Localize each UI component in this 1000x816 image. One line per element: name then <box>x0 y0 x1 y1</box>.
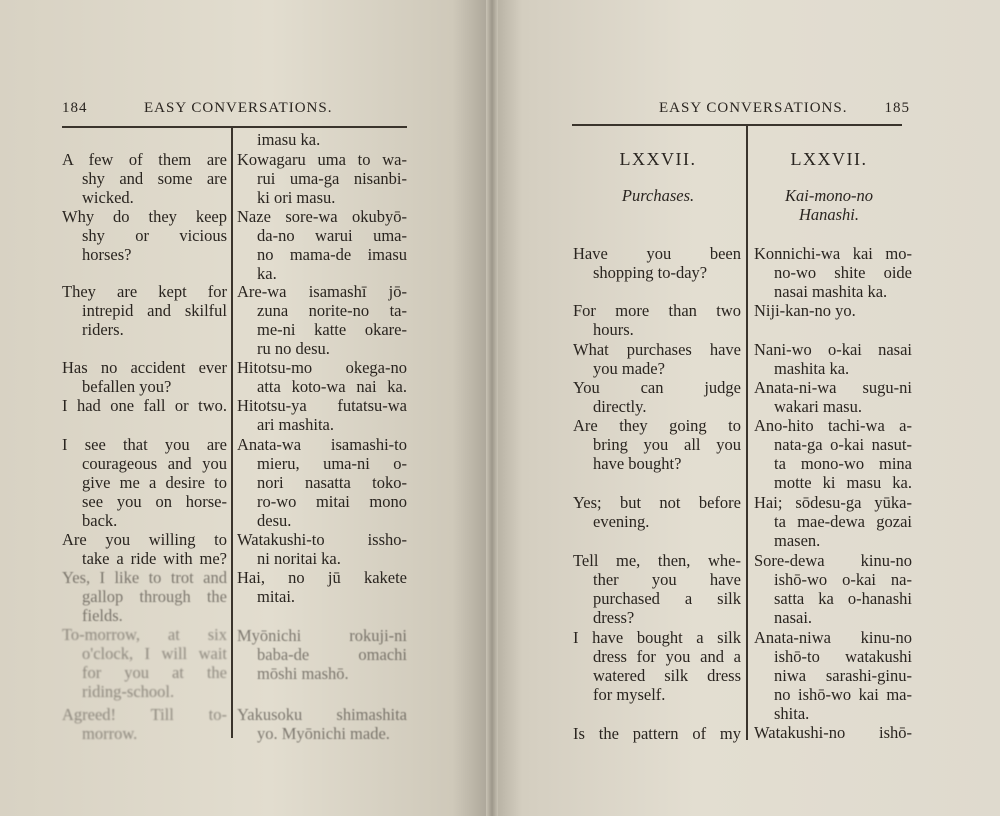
right-page <box>492 0 1000 816</box>
japanese-line: mitai. <box>257 587 296 606</box>
japanese-line: Hai, no jū kakete <box>237 568 407 587</box>
english-line: directly. <box>593 397 647 416</box>
running-head-title-right: EASY CONVERSATIONS. <box>659 100 848 116</box>
english-line: They are kept for <box>62 282 227 301</box>
english-line: For more than two <box>573 301 741 320</box>
japanese-line: Sore-dewa kinu-no <box>754 551 912 570</box>
english-line: Are they going to <box>573 416 741 435</box>
japanese-section-subheading-1: Kai-mono-no <box>785 186 873 205</box>
english-line: Have you been <box>573 244 741 263</box>
english-line: You can judge <box>573 378 741 397</box>
japanese-line: rui uma-ga nisanbi- <box>257 169 407 188</box>
english-line: give me a desire to <box>82 473 227 492</box>
japanese-line: mieru, uma-ni o- <box>257 454 407 473</box>
english-line: I have bought a silk <box>573 628 741 647</box>
japanese-line: no ishō-wo kai ma- <box>774 685 912 704</box>
page-number-left: 184 <box>62 100 88 116</box>
japanese-line: Yakusoku shimashita <box>237 705 407 724</box>
japanese-line: atta koto-wa nai ka. <box>257 377 407 396</box>
left-page <box>0 0 492 816</box>
english-line: riders. <box>82 320 124 339</box>
english-line: I had one fall or two. <box>62 396 227 415</box>
english-line: shopping to-day? <box>593 263 708 282</box>
english-line: fields. <box>82 606 123 625</box>
japanese-line: Myōnichi rokuji-ni <box>237 626 407 645</box>
english-line: morrow. <box>82 724 138 743</box>
japanese-line: nori nasatta toko- <box>257 473 407 492</box>
japanese-line: no mama-de imasu <box>257 245 407 264</box>
japanese-line: ishō-to watakushi <box>774 647 912 666</box>
japanese-line: mashita ka. <box>774 359 850 378</box>
japanese-section-heading: LXXVII. <box>790 149 868 169</box>
column-divider-right <box>746 124 748 740</box>
japanese-line: wakari masu. <box>774 397 862 416</box>
english-line: courageous and you <box>82 454 227 473</box>
header-rule-right <box>572 124 902 126</box>
english-line: evening. <box>593 512 650 531</box>
english-line: intrepid and skilful <box>82 301 227 320</box>
english-line: bring you all you <box>593 435 741 454</box>
japanese-line: ro-wo mitai mono <box>257 492 407 511</box>
japanese-line: zuna norite-no ta- <box>257 301 407 320</box>
japanese-line: Ano-hito tachi-wa a- <box>754 416 912 435</box>
japanese-line: ka. <box>257 264 277 283</box>
header-rule-left <box>62 126 407 128</box>
japanese-line: Konnichi-wa kai mo- <box>754 244 912 263</box>
english-line: watered silk dress <box>593 666 741 685</box>
japanese-line: niwa sarashi-ginu- <box>774 666 912 685</box>
japanese-line: Are-wa isamashī jō- <box>237 282 407 301</box>
english-line: befallen you? <box>82 377 172 396</box>
english-line: purchased a silk <box>593 589 741 608</box>
japanese-line: Hitotsu-ya futatsu-wa <box>237 396 407 415</box>
english-line: To-morrow, at six <box>62 625 227 644</box>
japanese-line: Anata-niwa kinu-no <box>754 628 912 647</box>
japanese-line: desu. <box>257 511 292 530</box>
running-head-right <box>572 100 910 122</box>
english-line: for you at the <box>82 663 227 682</box>
running-head-title-left: EASY CONVERSATIONS. <box>144 100 333 116</box>
english-line: back. <box>82 511 118 530</box>
english-section-heading: LXXVII. <box>619 149 697 169</box>
english-line: see you on horse- <box>82 492 227 511</box>
japanese-line: nata-ga o-kai nasut- <box>774 435 912 454</box>
running-head-left <box>62 100 407 122</box>
english-line: I see that you are <box>62 435 227 454</box>
japanese-line: Naze sore-wa okubyō- <box>237 207 407 226</box>
english-section-subheading: Purchases. <box>621 186 695 205</box>
japanese-line: no-wo shite oide <box>774 263 912 282</box>
japanese-section-subheading-2: Hanashi. <box>798 205 860 224</box>
japanese-line: ni noritai ka. <box>257 549 341 568</box>
japanese-line: masen. <box>774 531 821 550</box>
japanese-line: Niji-kan-no yo. <box>754 301 856 320</box>
english-line: Agreed! Till to- <box>62 705 227 724</box>
japanese-line: motte ki masu ka. <box>774 473 912 492</box>
english-line: horses? <box>82 245 132 264</box>
japanese-line: nasai. <box>774 608 813 627</box>
japanese-line: Hai; sōdesu-ga yūka- <box>754 493 912 512</box>
english-line: hours. <box>593 320 634 339</box>
page-number-right: 185 <box>884 100 910 116</box>
english-line: ther you have <box>593 570 741 589</box>
english-line: for myself. <box>593 685 666 704</box>
japanese-line: me-ni katte okare- <box>257 320 407 339</box>
japanese-line: da-no warui uma- <box>257 226 407 245</box>
japanese-line: ta mono-wo mina <box>774 454 912 473</box>
japanese-line: Anata-ni-wa sugu-ni <box>754 378 912 397</box>
japanese-line: ru no desu. <box>257 339 330 358</box>
japanese-line: shita. <box>774 704 810 723</box>
japanese-line: imasu ka. <box>257 130 321 149</box>
book-gutter <box>486 0 498 816</box>
english-line: wicked. <box>82 188 134 207</box>
english-line: gallop through the <box>82 587 227 606</box>
japanese-line: ta mae-dewa gozai <box>774 512 912 531</box>
japanese-line: ari mashita. <box>257 415 334 434</box>
english-line: Tell me, then, whe- <box>573 551 741 570</box>
english-line: dress? <box>593 608 635 627</box>
english-line: shy and some are <box>82 169 227 188</box>
japanese-line: Watakushi-no ishō- <box>754 723 912 742</box>
english-line: Why do they keep <box>62 207 227 226</box>
english-line: take a ride with me? <box>82 549 227 568</box>
english-line: What purchases have <box>573 340 741 359</box>
english-line: riding-school. <box>82 682 175 701</box>
english-line: Is the pattern of my <box>573 724 741 743</box>
english-line: A few of them are <box>62 150 227 169</box>
japanese-line: ki ori masu. <box>257 188 336 207</box>
japanese-line: Anata-wa isamashi-to <box>237 435 407 454</box>
japanese-line: mōshi mashō. <box>257 664 349 683</box>
japanese-line: yo. Myōnichi made. <box>257 724 390 743</box>
english-line: Has no accident ever <box>62 358 227 377</box>
english-line: o'clock, I will wait <box>82 644 227 663</box>
japanese-line: satta ka o-hanashi <box>774 589 912 608</box>
japanese-line: Hitotsu-mo okega-no <box>237 358 407 377</box>
english-line: dress for you and a <box>593 647 741 666</box>
japanese-line: ishō-wo o-kai na- <box>774 570 912 589</box>
japanese-line: baba-de omachi <box>257 645 407 664</box>
english-line: Are you willing to <box>62 530 227 549</box>
english-line: Yes; but not before <box>573 493 741 512</box>
column-divider-left <box>231 126 233 738</box>
japanese-line: nasai mashita ka. <box>774 282 888 301</box>
english-line: you made? <box>593 359 665 378</box>
japanese-line: Kowagaru uma to wa- <box>237 150 407 169</box>
japanese-line: Watakushi-to issho- <box>237 530 407 549</box>
english-line: Yes, I like to trot and <box>62 568 227 587</box>
english-line: shy or vicious <box>82 226 227 245</box>
japanese-line: Nani-wo o-kai nasai <box>754 340 912 359</box>
english-line: have bought? <box>593 454 682 473</box>
